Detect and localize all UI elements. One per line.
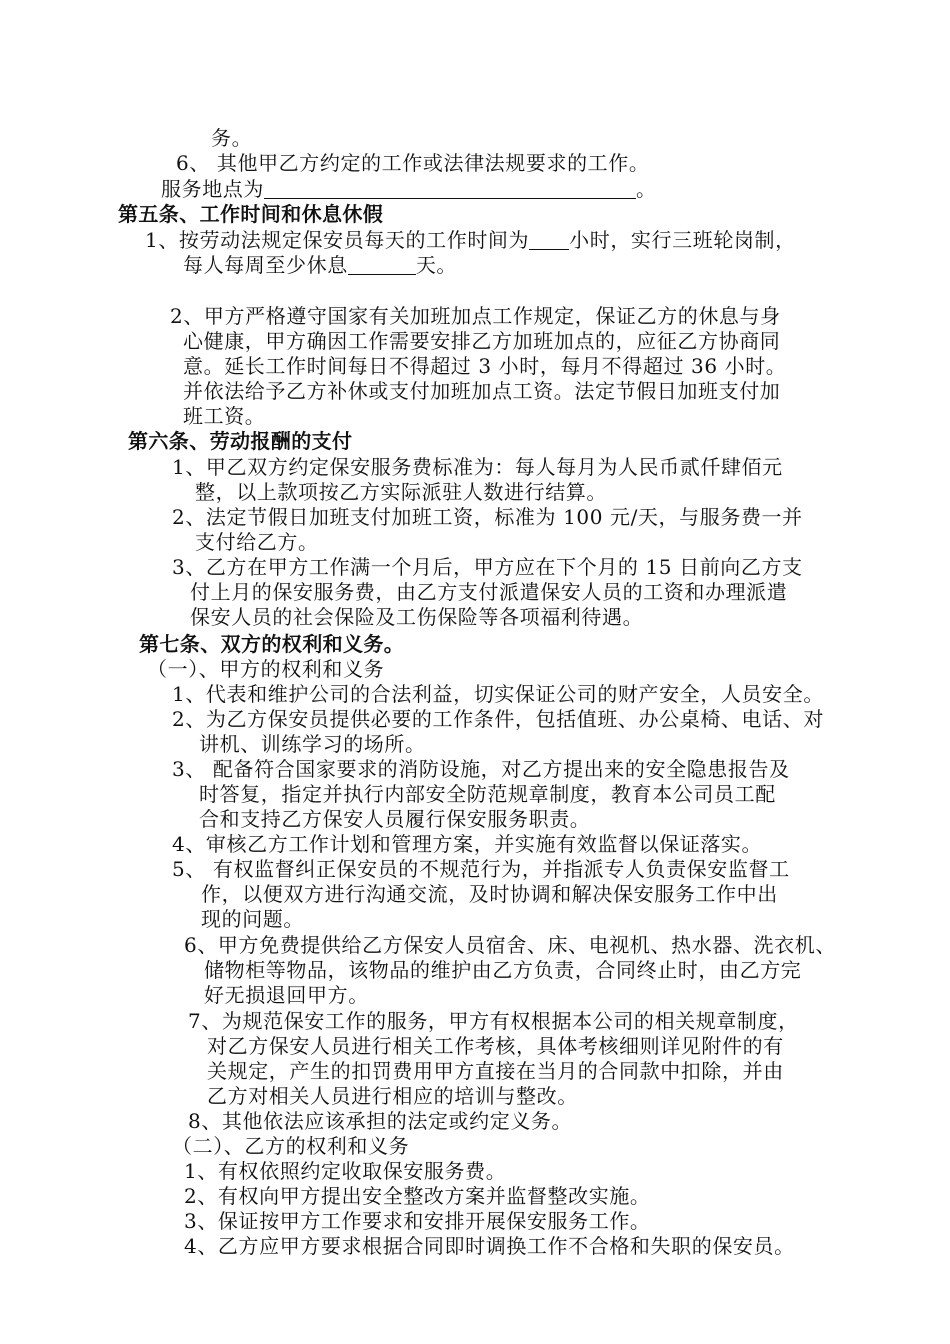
fill-in-blank bbox=[348, 254, 416, 275]
text-segment: 天。 bbox=[415, 253, 458, 277]
text-line: 2、为乙方保安员提供必要的工作条件，包括值班、办公桌椅、电话、对 bbox=[172, 707, 824, 731]
text-segment: 小时，实行三班轮岗制， bbox=[569, 228, 796, 252]
text-segment: 。 bbox=[636, 177, 657, 201]
text-line: 4、乙方应甲方要求根据合同即时调换工作不合格和失职的保安员。 bbox=[184, 1234, 795, 1258]
text-line: 2、法定节假日加班支付加班工资，标准为 100 元/天，与服务费一并 bbox=[172, 505, 803, 529]
rest-days-line bbox=[183, 252, 457, 278]
section-heading: 第七条、双方的权利和义务。 bbox=[139, 632, 405, 656]
service-location-line bbox=[161, 176, 657, 202]
text-line: 付上月的保安服务费，由乙方支付派遣保安人员的工资和办理派遣 bbox=[190, 580, 788, 604]
subsection-heading: （一）、甲方的权利和义务 bbox=[147, 657, 385, 681]
text-line: 并依法给予乙方补休或支付加班加点工资。法定节假日加班支付加 bbox=[183, 379, 781, 403]
text-line: 6、 其他甲乙方约定的工作或法律法规要求的工作。 bbox=[176, 151, 650, 175]
text-line: 整，以上款项按乙方实际派驻人数进行结算。 bbox=[195, 480, 607, 504]
text-line: 8、其他依法应该承担的法定或约定义务。 bbox=[188, 1109, 573, 1133]
text-line: 5、 有权监督纠正保安员的不规范行为，并指派专人负责保安监督工 bbox=[172, 857, 790, 881]
text-line: 支付给乙方。 bbox=[195, 530, 319, 554]
text-line: 对乙方保安人员进行相关工作考核，具体考核细则详见附件的有 bbox=[207, 1034, 784, 1058]
text-line: 时答复，指定并执行内部安全防范规章制度，教育本公司员工配 bbox=[199, 782, 776, 806]
text-line: 1、甲乙双方约定保安服务费标准为：每人每月为人民币贰仟肆佰元 bbox=[172, 455, 783, 479]
text-line: 7、为规范保安工作的服务，甲方有权根据本公司的相关规章制度， bbox=[188, 1009, 799, 1033]
text-line: 好无损退回甲方。 bbox=[204, 983, 369, 1007]
text-line: 务。 bbox=[211, 126, 253, 150]
text-line: 意。延长工作时间每日不得超过 3 小时，每月不得超过 36 小时。 bbox=[183, 354, 787, 378]
text-line: 关规定，产生的扣罚费用甲方直接在当月的合同款中扣除，并由 bbox=[207, 1059, 784, 1083]
text-line: 心健康，甲方确因工作需要安排乙方加班加点的，应征乙方协商同 bbox=[183, 329, 781, 353]
section-heading: 第六条、劳动报酬的支付 bbox=[128, 429, 353, 453]
text-line: 3、保证按甲方工作要求和安排开展保安服务工作。 bbox=[184, 1209, 651, 1233]
work-hours-line bbox=[145, 227, 796, 253]
text-line: 2、甲方严格遵守国家有关加班加点工作规定，保证乙方的休息与身 bbox=[170, 304, 781, 328]
text-line: 6、甲方免费提供给乙方保安人员宿舍、床、电视机、热水器、洗衣机、 bbox=[184, 933, 836, 957]
text-line: 作，以便双方进行沟通交流，及时协调和解决保安服务工作中出 bbox=[201, 882, 778, 906]
text-line: 现的问题。 bbox=[201, 907, 304, 931]
fill-in-blank bbox=[264, 178, 636, 199]
text-line: 3、 配备符合国家要求的消防设施，对乙方提出来的安全隐患报告及 bbox=[172, 757, 790, 781]
fill-in-blank bbox=[529, 229, 569, 250]
section-heading: 第五条、工作时间和休息休假 bbox=[118, 202, 384, 226]
text-line: 合和支持乙方保安人员履行保安服务职责。 bbox=[199, 807, 591, 831]
text-line: 储物柜等物品，该物品的维护由乙方负责，合同终止时，由乙方完 bbox=[204, 958, 802, 982]
subsection-heading: （二）、乙方的权利和义务 bbox=[172, 1134, 410, 1158]
text-line: 2、有权向甲方提出安全整改方案并监督整改实施。 bbox=[184, 1184, 651, 1208]
text-line: 讲机、训练学习的场所。 bbox=[199, 732, 426, 756]
text-line: 班工资。 bbox=[183, 404, 266, 428]
text-segment: 每人每周至少休息 bbox=[183, 253, 348, 277]
text-line: 乙方对相关人员进行相应的培训与整改。 bbox=[207, 1084, 578, 1108]
text-line: 3、乙方在甲方工作满一个月后，甲方应在下个月的 15 日前向乙方支 bbox=[172, 555, 803, 579]
text-line: 保安人员的社会保险及工伤保险等各项福利待遇。 bbox=[190, 605, 644, 629]
text-line: 4、审核乙方工作计划和管理方案，并实施有效监督以保证落实。 bbox=[172, 832, 763, 856]
text-segment: 服务地点为 bbox=[161, 177, 264, 201]
text-segment: 1、按劳动法规定保安员每天的工作时间为 bbox=[145, 228, 530, 252]
text-line: 1、有权依照约定收取保安服务费。 bbox=[184, 1159, 507, 1183]
text-line: 1、代表和维护公司的合法利益，切实保证公司的财产安全，人员安全。 bbox=[172, 682, 824, 706]
